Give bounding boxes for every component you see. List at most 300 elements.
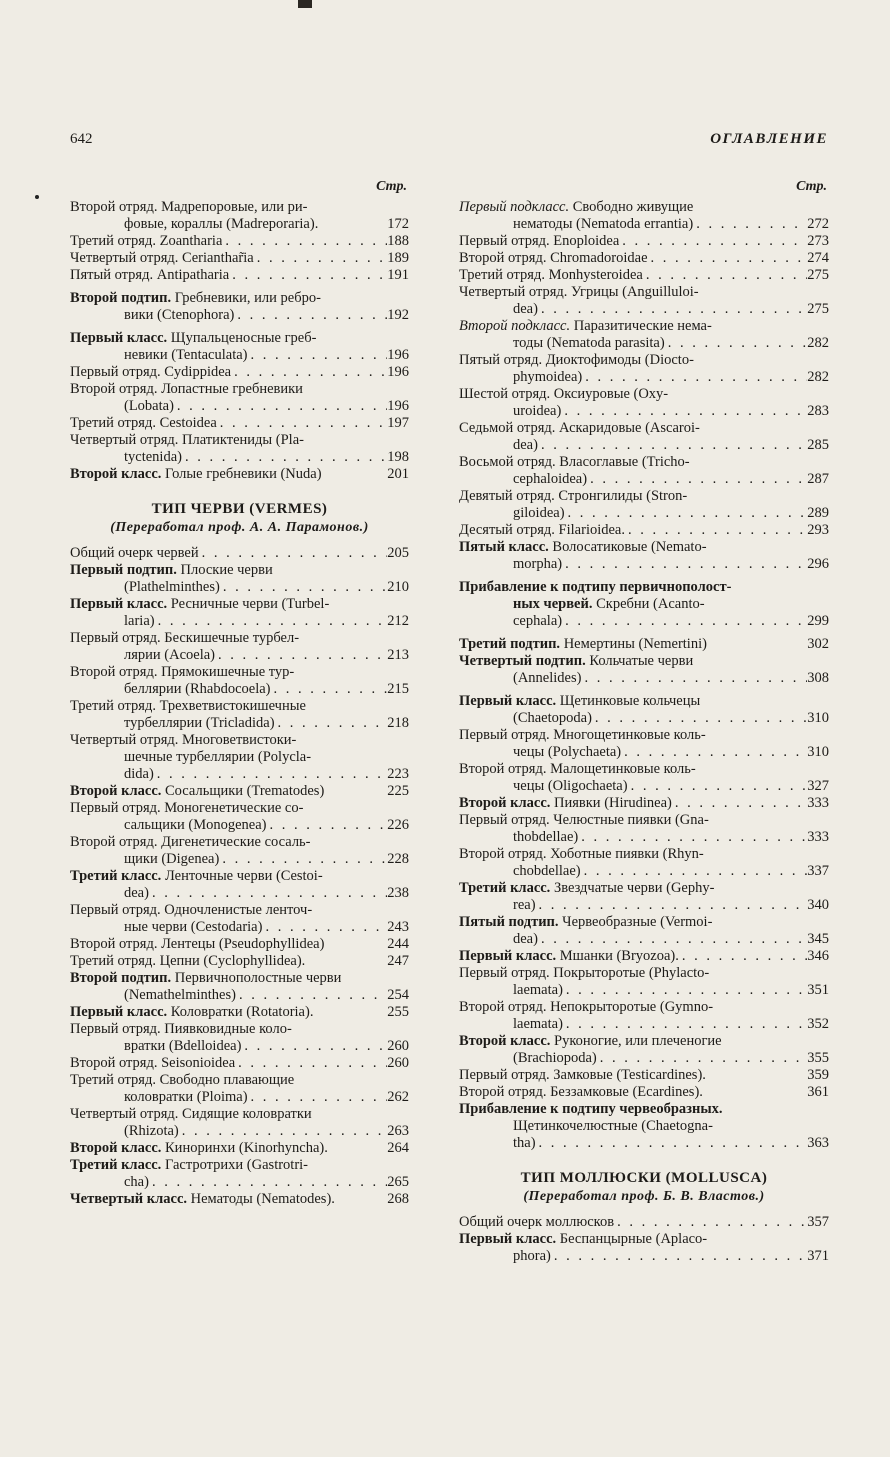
dot-leader xyxy=(582,369,807,386)
toc-line xyxy=(459,250,829,267)
dot-leader xyxy=(538,301,807,318)
toc-entry xyxy=(70,953,409,970)
toc-line xyxy=(459,522,829,539)
entry-text: шечные турбеллярии (Polycla- xyxy=(124,749,312,765)
page-ref: 223 xyxy=(387,766,409,782)
toc-line xyxy=(459,216,829,233)
toc-line xyxy=(70,1191,409,1208)
entry-title xyxy=(459,948,679,965)
page-ref: 205 xyxy=(387,545,409,561)
entry-title xyxy=(459,795,672,812)
rank-label: Первый класс. xyxy=(70,1004,168,1020)
toc-line xyxy=(70,267,409,284)
page-ref: 244 xyxy=(387,936,409,952)
toc-line xyxy=(459,761,829,778)
entry-title xyxy=(70,330,316,347)
entry-title xyxy=(70,1004,313,1021)
entry-title xyxy=(124,647,215,664)
toc-line xyxy=(459,1248,829,1265)
page-ref: 262 xyxy=(387,1089,409,1105)
toc-entry xyxy=(70,290,409,324)
entry-title xyxy=(70,732,296,749)
toc-line xyxy=(70,1021,409,1038)
page-ref: 296 xyxy=(807,556,829,572)
entry-text: Второй отряд. Прямокишечные тур- xyxy=(70,664,295,680)
dot-leader xyxy=(625,522,807,539)
toc-entry xyxy=(459,522,829,539)
entry-title xyxy=(70,1191,335,1208)
entry-text: Свободно живущие xyxy=(569,199,694,215)
entry-title xyxy=(70,545,199,562)
page-ref: 260 xyxy=(387,1038,409,1054)
dot-leader xyxy=(536,897,808,914)
entry-title xyxy=(459,318,712,335)
rank-label: Пятый подтип. xyxy=(459,914,559,930)
entry-text: чецы (Oligochaeta) xyxy=(513,778,628,794)
toc-line xyxy=(459,1135,829,1152)
toc-line xyxy=(459,437,829,454)
entry-text: Третий отряд. Monhysteroidea xyxy=(459,267,643,283)
entry-title xyxy=(513,1118,713,1135)
page-ref: 243 xyxy=(387,919,409,935)
subclass-label: Первый подкласс. xyxy=(459,199,570,215)
entry-text: Общий очерк червей xyxy=(70,545,199,561)
entry-text: dea) xyxy=(124,885,149,901)
entry-title xyxy=(513,471,587,488)
rank-label: Второй класс. xyxy=(459,1033,551,1049)
entry-title xyxy=(70,1157,308,1174)
entry-text: (Lobata) xyxy=(124,398,174,414)
entry-text: Восьмой отряд. Власоглавые (Tricho- xyxy=(459,454,690,470)
entry-text: Седьмой отряд. Аскаридовые (Ascaroi- xyxy=(459,420,700,436)
dot-leader xyxy=(155,613,388,630)
toc-line xyxy=(459,284,829,301)
entry-text: Мшанки (Bryozoa). xyxy=(556,948,679,964)
entry-title xyxy=(124,613,155,630)
page-ref: 275 xyxy=(807,267,829,283)
entry-text: нематоды (Nematoda errantia) xyxy=(513,216,694,232)
toc-line xyxy=(459,710,829,727)
toc-line xyxy=(70,630,409,647)
dot-leader xyxy=(619,233,807,250)
toc-line xyxy=(459,1084,829,1101)
toc-list-right-top xyxy=(459,199,829,1152)
entry-text: тоды (Nematoda parasita) xyxy=(513,335,665,351)
entry-text: (Chaetopoda) xyxy=(513,710,592,726)
toc-line xyxy=(70,902,409,919)
entry-title xyxy=(70,290,321,307)
toc-entry xyxy=(70,664,409,698)
entry-title xyxy=(70,698,306,715)
entry-title xyxy=(513,216,693,233)
rank-label: Второй класс. xyxy=(70,1140,162,1156)
entry-text: Коловратки (Rotatoria). xyxy=(167,1004,314,1020)
entry-title xyxy=(459,352,694,369)
page-ref: 345 xyxy=(807,931,829,947)
toc-line xyxy=(70,647,409,664)
toc-line xyxy=(459,931,829,948)
entry-title xyxy=(459,267,643,284)
entry-text: giloidea) xyxy=(513,505,565,521)
dot-leader xyxy=(561,403,807,420)
page-ref: 274 xyxy=(807,250,829,266)
toc-line xyxy=(70,1089,409,1106)
entry-title xyxy=(124,919,262,936)
rank-label: Третий подтип. xyxy=(459,636,561,652)
rank-label: Четвертый подтип. xyxy=(459,653,586,669)
column-header-page: Стр. xyxy=(796,179,827,194)
entry-text: чецы (Polychaeta) xyxy=(513,744,622,760)
page-ref: 215 xyxy=(387,681,409,697)
toc-line xyxy=(70,233,409,250)
entry-text: Первый отряд. Одночленистые ленточ- xyxy=(70,902,313,918)
toc-line xyxy=(459,982,829,999)
page-ref: 254 xyxy=(387,987,409,1003)
toc-line xyxy=(459,369,829,386)
toc-entry xyxy=(70,364,409,381)
page-ref: 260 xyxy=(387,1055,409,1071)
toc-line xyxy=(70,868,409,885)
entry-text: phymoidea) xyxy=(513,369,583,385)
entry-text: Первый отряд. Бескишечные турбел- xyxy=(70,630,300,646)
dot-leader xyxy=(229,267,387,284)
toc-entry xyxy=(70,1055,409,1072)
page-ref: 228 xyxy=(387,851,409,867)
entry-text: Четвертый отряд. Cerianthar̃ia xyxy=(70,250,254,266)
entry-text: phora) xyxy=(513,1248,551,1264)
page-ref: 247 xyxy=(387,953,409,969)
toc-line xyxy=(70,970,409,987)
entry-text: uroidea) xyxy=(513,403,562,419)
entry-title xyxy=(459,653,693,670)
dot-leader xyxy=(562,556,807,573)
dot-leader xyxy=(234,307,387,324)
entry-title xyxy=(513,403,561,420)
entry-title xyxy=(124,1174,149,1191)
entry-title xyxy=(459,999,713,1016)
toc-line xyxy=(70,364,409,381)
toc-entry xyxy=(459,488,829,522)
entry-title xyxy=(124,681,271,698)
entry-title xyxy=(70,902,312,919)
entry-text: невики (Tentaculata) xyxy=(124,347,248,363)
entry-text: вратки (Bdelloidea) xyxy=(124,1038,242,1054)
dot-leader xyxy=(149,885,387,902)
entry-title xyxy=(513,369,582,386)
entry-text: laria) xyxy=(124,613,155,629)
toc-entry xyxy=(459,795,829,812)
page-ref: 172 xyxy=(387,216,409,232)
page-ref: 196 xyxy=(387,398,409,414)
dot-leader xyxy=(563,1016,807,1033)
dot-leader xyxy=(679,948,807,965)
entry-text: Третий отряд. Cestoidea xyxy=(70,415,217,431)
toc-entry xyxy=(70,199,409,233)
toc-entry xyxy=(70,267,409,284)
toc-line xyxy=(70,290,409,307)
entry-title xyxy=(70,800,303,817)
toc-line xyxy=(459,999,829,1016)
dot-leader xyxy=(231,364,387,381)
rank-label: Второй класс. xyxy=(70,783,162,799)
toc-line xyxy=(459,267,829,284)
entry-text: Звездчатые черви (Gephy- xyxy=(550,880,715,896)
toc-entry xyxy=(459,267,829,284)
page-ref: 283 xyxy=(807,403,829,419)
entry-text: Девятый отряд. Стронгилиды (Stron- xyxy=(459,488,688,504)
entry-text: Десятый отряд. Filarioidea. xyxy=(459,522,625,538)
toc-line xyxy=(459,420,829,437)
dot-leader xyxy=(643,267,807,284)
entry-title xyxy=(70,970,341,987)
entry-text: фовые, кораллы (Madreporaria). xyxy=(124,216,319,232)
entry-text: турбеллярии (Tricladida) xyxy=(124,715,275,731)
toc-line xyxy=(459,636,829,653)
entry-title xyxy=(459,488,687,505)
toc-line xyxy=(70,449,409,466)
rank-label: Третий класс. xyxy=(459,880,551,896)
toc-line xyxy=(459,1016,829,1033)
toc-line xyxy=(459,812,829,829)
dot-leader xyxy=(538,931,807,948)
toc-entry xyxy=(70,1004,409,1021)
page-ref: 191 xyxy=(387,267,409,283)
toc-line xyxy=(459,318,829,335)
toc-line xyxy=(70,1157,409,1174)
toc-line xyxy=(459,863,829,880)
entry-title xyxy=(459,250,648,267)
toc-line xyxy=(70,596,409,613)
toc-line xyxy=(459,386,829,403)
page-ref: 327 xyxy=(807,778,829,794)
entry-text: laemata) xyxy=(513,982,563,998)
toc-entry xyxy=(70,381,409,415)
rank-label: Второй класс. xyxy=(459,795,551,811)
entry-title xyxy=(70,432,304,449)
page-ref: 238 xyxy=(387,885,409,901)
entry-title xyxy=(124,817,267,834)
toc-entry xyxy=(459,761,829,795)
page-ref: 361 xyxy=(807,1084,829,1100)
toc-entry xyxy=(459,386,829,420)
toc-line xyxy=(459,301,829,318)
entry-text: лярии (Acoela) xyxy=(124,647,216,663)
entry-title xyxy=(513,829,578,846)
entry-text: Второй отряд. Хоботные пиявки (Rhyn- xyxy=(459,846,704,862)
toc-entry xyxy=(459,284,829,318)
toc-line xyxy=(459,233,829,250)
toc-entry xyxy=(70,466,409,483)
dot-leader xyxy=(693,216,807,233)
rank-label: Пятый класс. xyxy=(459,539,549,555)
entry-title xyxy=(459,579,731,596)
dot-leader xyxy=(254,250,388,267)
dot-leader xyxy=(154,766,387,783)
toc-entry xyxy=(459,579,829,630)
entry-title xyxy=(70,199,307,216)
toc-line xyxy=(70,851,409,868)
toc-entry xyxy=(70,596,409,630)
entry-title xyxy=(459,1084,703,1101)
entry-title xyxy=(124,216,318,233)
toc-line xyxy=(459,1118,829,1135)
toc-line xyxy=(459,965,829,982)
toc-entry xyxy=(70,902,409,936)
toc-line xyxy=(70,307,409,324)
toc-entry xyxy=(459,1214,829,1231)
toc-line xyxy=(459,897,829,914)
toc-line xyxy=(459,795,829,812)
dot-leader xyxy=(241,1038,387,1055)
toc-line xyxy=(70,562,409,579)
entry-title xyxy=(459,233,619,250)
section-subtitle: (Переработал проф. А. А. Парамонов.) xyxy=(110,520,369,535)
page-ref: 189 xyxy=(387,250,409,266)
dot-leader xyxy=(219,851,387,868)
entry-text: tyctenida) xyxy=(124,449,182,465)
toc-entry xyxy=(459,352,829,386)
toc-line xyxy=(70,381,409,398)
dot-leader xyxy=(271,681,388,698)
dot-leader xyxy=(597,1050,808,1067)
rank-label: Первый подтип. xyxy=(70,562,177,578)
dot-leader xyxy=(248,347,388,364)
entry-title xyxy=(124,987,236,1004)
entry-text: щики (Digenea) xyxy=(124,851,220,867)
section-title: ТИП ЧЕРВИ (VERMES) xyxy=(151,501,328,517)
toc-line xyxy=(70,1055,409,1072)
dot-leader xyxy=(665,335,808,352)
toc-line xyxy=(459,693,829,710)
entry-title xyxy=(70,936,324,953)
entry-text: коловратки (Ploima) xyxy=(124,1089,248,1105)
entry-text: thobdellae) xyxy=(513,829,579,845)
entry-title xyxy=(459,727,706,744)
toc-entry xyxy=(70,330,409,364)
entry-text: Четвертый отряд. Многоветвистоки- xyxy=(70,732,297,748)
toc-entry xyxy=(70,562,409,596)
page-ref: 355 xyxy=(807,1050,829,1066)
entry-text: Сосальщики (Trematodes) xyxy=(161,783,325,799)
page-header xyxy=(70,131,828,153)
toc-line xyxy=(459,613,829,630)
entry-text: morpha) xyxy=(513,556,563,572)
entry-title xyxy=(459,199,693,216)
entry-title xyxy=(459,636,707,653)
section-heading xyxy=(70,499,409,537)
page-ref: 273 xyxy=(807,233,829,249)
entry-title xyxy=(70,415,217,432)
page-ref: 310 xyxy=(807,710,829,726)
entry-text: cha) xyxy=(124,1174,149,1190)
toc-entry xyxy=(459,636,829,653)
toc-line xyxy=(459,948,829,965)
page-ref: 198 xyxy=(387,449,409,465)
toc-line xyxy=(459,1033,829,1050)
toc-entry xyxy=(459,846,829,880)
entry-text: Плоские черви xyxy=(176,562,273,578)
rank-label: Второй подтип. xyxy=(70,970,172,986)
dot-leader xyxy=(578,829,807,846)
entry-title xyxy=(70,250,254,267)
toc-line xyxy=(70,250,409,267)
toc-entry xyxy=(459,653,829,687)
entry-title xyxy=(70,953,305,970)
toc-line xyxy=(70,732,409,749)
toc-entry xyxy=(70,1140,409,1157)
entry-title xyxy=(459,693,700,710)
toc-line xyxy=(70,466,409,483)
entry-text: (Annelides) xyxy=(513,670,582,686)
entry-text: ные черви (Cestodaria) xyxy=(124,919,263,935)
entry-text: Второй отряд. Беззамковые (Ecardines). xyxy=(459,1084,703,1100)
toc-entry xyxy=(459,914,829,948)
entry-text: Первый отряд. Замковые (Testicardines). xyxy=(459,1067,706,1083)
entry-text: Первичнополостные черви xyxy=(171,970,342,986)
entry-text: Первый отряд. Enoploidea xyxy=(459,233,620,249)
entry-title xyxy=(124,766,154,783)
dot-leader xyxy=(551,1248,807,1265)
entry-title xyxy=(70,1021,292,1038)
toc-entry xyxy=(459,420,829,454)
entry-text: Третий отряд. Свободно плавающие xyxy=(70,1072,295,1088)
page-ref: 212 xyxy=(387,613,409,629)
entry-text: Пятый отряд. Диоктофимоды (Diocto- xyxy=(459,352,694,368)
entry-title xyxy=(459,386,668,403)
rank-label: Первый класс. xyxy=(70,596,168,612)
toc-line xyxy=(459,1050,829,1067)
entry-text: dea) xyxy=(513,437,538,453)
entry-title xyxy=(459,284,699,301)
toc-line xyxy=(459,488,829,505)
dot-leader xyxy=(174,398,387,415)
section-title: ТИП МОЛЛЮСКИ (MOLLUSCA) xyxy=(520,1170,768,1186)
page-ref: 282 xyxy=(807,369,829,385)
toc-entry xyxy=(70,1072,409,1106)
entry-title xyxy=(70,466,322,483)
page-ref: 201 xyxy=(387,466,409,482)
column-header-page: Стр. xyxy=(376,179,407,194)
entry-text: Второй отряд. Мадрепоровые, или ри- xyxy=(70,199,308,215)
toc-entry xyxy=(459,948,829,965)
toc-entry xyxy=(70,1191,409,1208)
entry-title xyxy=(124,347,248,364)
entry-text: Пиявки (Hirudinea) xyxy=(550,795,672,811)
toc-line xyxy=(70,1038,409,1055)
page-ref: 226 xyxy=(387,817,409,833)
entry-text: Ресничные черви (Turbel- xyxy=(167,596,330,612)
toc-line xyxy=(459,352,829,369)
toc-entry xyxy=(459,999,829,1033)
toc-line xyxy=(459,539,829,556)
entry-title xyxy=(124,1038,241,1055)
page-ref: 352 xyxy=(807,1016,829,1032)
toc-line xyxy=(70,953,409,970)
entry-text: Первый отряд. Моногенетические со- xyxy=(70,800,304,816)
entry-text: Киноринхи (Kinorhyncha). xyxy=(161,1140,328,1156)
dot-leader xyxy=(217,415,387,432)
toc-entry xyxy=(459,693,829,727)
entry-text: Скребни (Acanto- xyxy=(592,596,705,612)
entry-text: Первый отряд. Cydippidea xyxy=(70,364,232,380)
entry-text: Червеобразные (Vermoi- xyxy=(558,914,713,930)
entry-text: Второй отряд. Лентецы (Pseudophyllidea) xyxy=(70,936,325,952)
rank-label: Первый класс. xyxy=(70,330,168,346)
dot-leader xyxy=(538,437,807,454)
entry-text: Руконогие, или плеченогие xyxy=(550,1033,722,1049)
entry-title xyxy=(124,307,234,324)
toc-line xyxy=(70,715,409,732)
